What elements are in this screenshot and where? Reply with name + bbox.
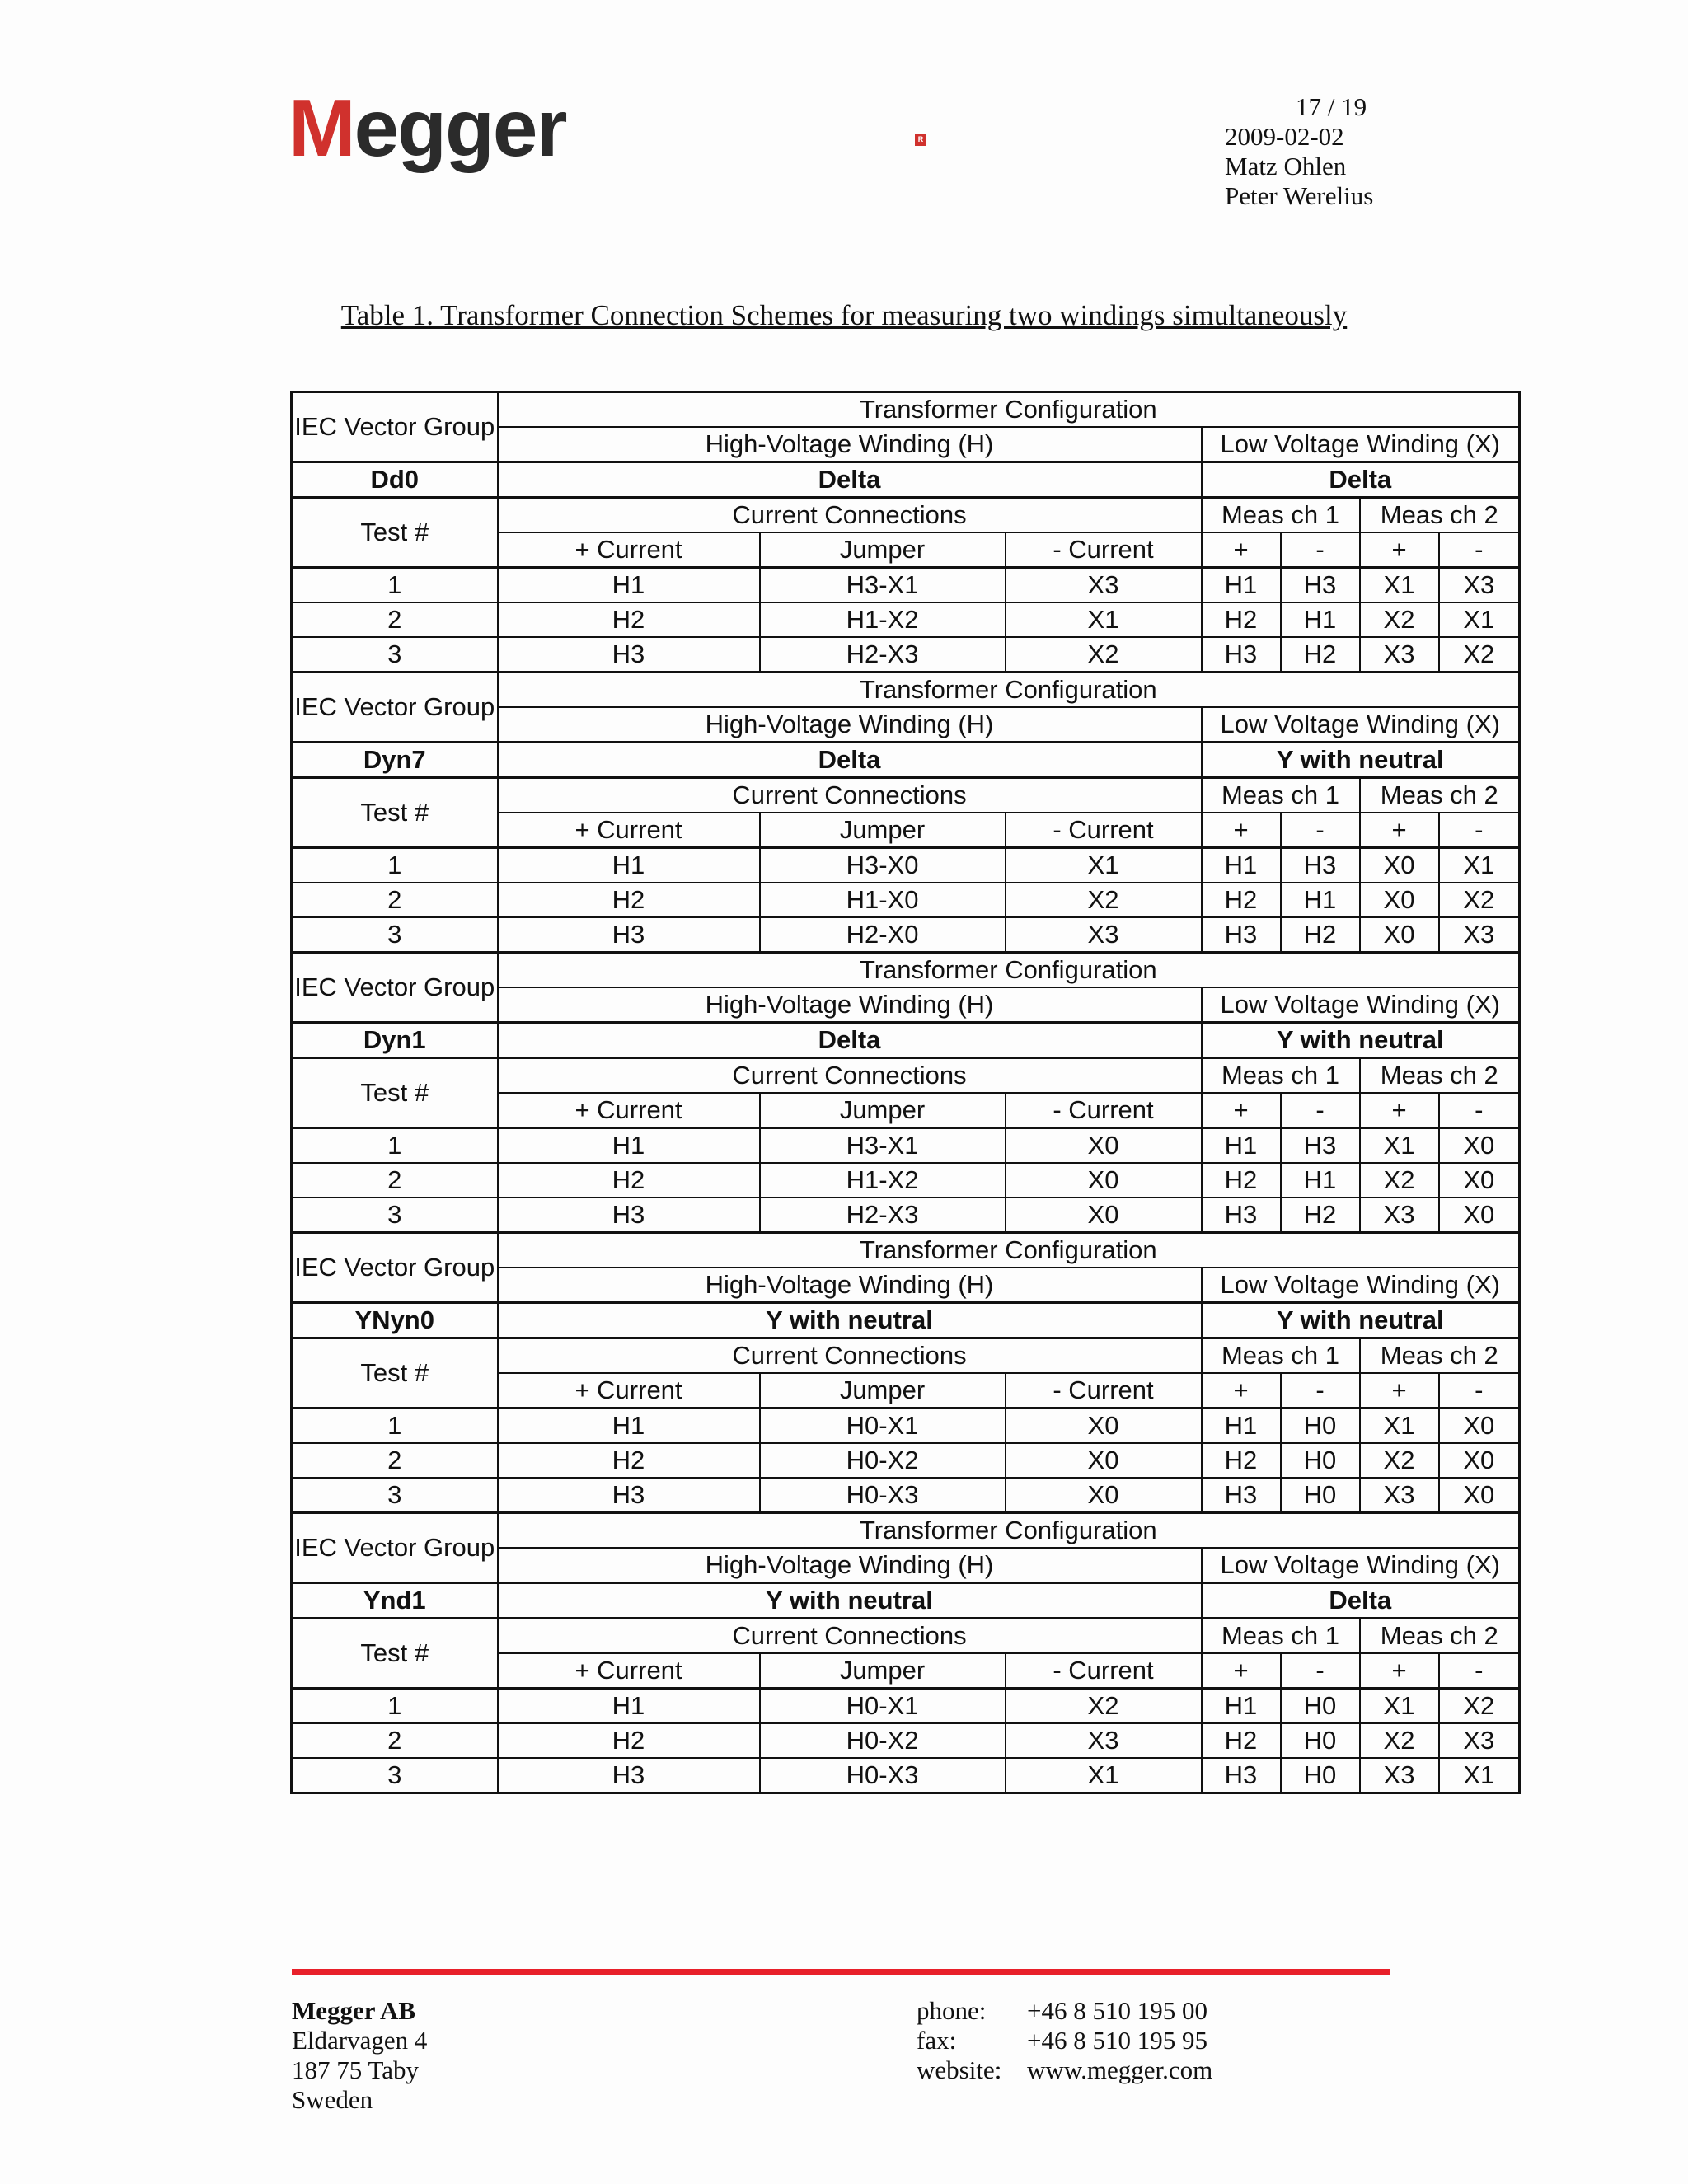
- meas-ch2-minus-cell: X1: [1439, 848, 1520, 883]
- minus-current-cell: X2: [1006, 637, 1202, 673]
- jumper-cell: H0-X3: [760, 1478, 1006, 1513]
- lv-winding-label: Low Voltage Winding (X): [1202, 707, 1520, 743]
- table-row: [292, 1197, 1520, 1233]
- jumper-cell: H1-X0: [760, 883, 1006, 917]
- meas-ch2-minus-cell: X0: [1439, 1128, 1520, 1164]
- transformer-configuration-label: Transformer Configuration: [498, 953, 1520, 988]
- jumper-cell: H1-X2: [760, 1163, 1006, 1197]
- group-header-row: [292, 392, 1520, 428]
- plus-current-header: + Current: [498, 1093, 760, 1128]
- meas-ch1-minus-cell: H0: [1281, 1723, 1360, 1758]
- meas-ch2-minus-header: -: [1439, 532, 1520, 568]
- meas-ch2-plus-cell: X2: [1360, 1443, 1439, 1478]
- meas-ch2-minus-header: -: [1439, 813, 1520, 848]
- plus-current-cell: H3: [498, 637, 760, 673]
- meas-ch2-minus-cell: X3: [1439, 1723, 1520, 1758]
- test-number-cell: 3: [292, 1197, 498, 1233]
- meas-ch1-header: Meas ch 1: [1202, 1058, 1360, 1094]
- meas-ch1-plus-header: +: [1202, 1373, 1281, 1408]
- test-number-cell: 3: [292, 637, 498, 673]
- meas-ch1-header: Meas ch 1: [1202, 1619, 1360, 1654]
- lv-connection-value: Delta: [1202, 1583, 1520, 1619]
- current-connections-header: Current Connections: [498, 1338, 1202, 1374]
- meas-ch1-header: Meas ch 1: [1202, 778, 1360, 813]
- group-header-row: [292, 953, 1520, 988]
- address-street: Eldarvagen 4: [292, 2026, 428, 2055]
- meas-ch1-plus-cell: H1: [1202, 1689, 1281, 1724]
- jumper-cell: H1-X2: [760, 602, 1006, 637]
- table-row: [292, 1163, 1520, 1197]
- footer-address: [292, 1996, 427, 2115]
- test-number-cell: 1: [292, 848, 498, 883]
- meas-ch2-header: Meas ch 2: [1360, 1338, 1520, 1374]
- plus-current-cell: H3: [498, 1758, 760, 1793]
- plus-current-cell: H2: [498, 602, 760, 637]
- minus-current-header: - Current: [1006, 1373, 1202, 1408]
- meas-ch2-plus-cell: X0: [1360, 883, 1439, 917]
- iec-vector-group-label: IEC Vector Group: [292, 953, 498, 1023]
- meas-ch2-minus-cell: X0: [1439, 1478, 1520, 1513]
- table-row: [292, 883, 1520, 917]
- meas-ch1-plus-cell: H1: [1202, 1128, 1281, 1164]
- test-number-cell: 3: [292, 917, 498, 953]
- plus-current-cell: H2: [498, 1163, 760, 1197]
- hv-connection-value: Y with neutral: [498, 1303, 1202, 1338]
- jumper-cell: H0-X3: [760, 1758, 1006, 1793]
- meas-ch2-plus-header: +: [1360, 813, 1439, 848]
- hv-connection-value: Y with neutral: [498, 1583, 1202, 1619]
- table-row: [292, 637, 1520, 673]
- table-row: [292, 1689, 1520, 1724]
- plus-current-cell: H3: [498, 1197, 760, 1233]
- transformer-configuration-label: Transformer Configuration: [498, 392, 1520, 428]
- plus-current-cell: H1: [498, 568, 760, 603]
- test-number-cell: 1: [292, 1128, 498, 1164]
- meas-ch1-minus-cell: H3: [1281, 1128, 1360, 1164]
- iec-vector-group-label: IEC Vector Group: [292, 392, 498, 462]
- meas-ch1-plus-header: +: [1202, 1653, 1281, 1689]
- page-number: 17 / 19: [1296, 92, 1367, 121]
- meas-ch2-plus-cell: X1: [1360, 568, 1439, 603]
- hv-winding-label: High-Voltage Winding (H): [498, 1548, 1202, 1583]
- minus-current-cell: X1: [1006, 848, 1202, 883]
- meas-ch1-plus-cell: H2: [1202, 1723, 1281, 1758]
- meas-ch1-header: Meas ch 1: [1202, 498, 1360, 533]
- table-row: [292, 1443, 1520, 1478]
- meas-ch1-plus-cell: H2: [1202, 602, 1281, 637]
- vector-group-value: Dd0: [292, 462, 498, 498]
- meas-ch1-minus-cell: H0: [1281, 1758, 1360, 1793]
- meas-ch1-plus-cell: H1: [1202, 568, 1281, 603]
- iec-vector-group-label: IEC Vector Group: [292, 673, 498, 743]
- meas-ch1-minus-cell: H3: [1281, 568, 1360, 603]
- meas-ch2-minus-header: -: [1439, 1373, 1520, 1408]
- current-connections-header: Current Connections: [498, 498, 1202, 533]
- meas-ch1-minus-cell: H0: [1281, 1408, 1360, 1444]
- test-number-cell: 2: [292, 602, 498, 637]
- plus-current-cell: H2: [498, 1723, 760, 1758]
- plus-current-header: + Current: [498, 532, 760, 568]
- meas-ch1-plus-cell: H3: [1202, 917, 1281, 953]
- vector-group-value: YNyn0: [292, 1303, 498, 1338]
- table-title: Table 1. Transformer Connection Schemes for measuring two windings simultaneously: [340, 299, 1348, 331]
- footer-contact: [917, 1996, 1212, 2085]
- jumper-cell: H3-X0: [760, 848, 1006, 883]
- jumper-cell: H3-X1: [760, 1128, 1006, 1164]
- fax-label: fax:: [917, 2026, 957, 2055]
- minus-current-cell: X3: [1006, 1723, 1202, 1758]
- lv-connection-value: Y with neutral: [1202, 1023, 1520, 1058]
- meas-ch1-minus-header: -: [1281, 1373, 1360, 1408]
- meas-ch1-plus-cell: H1: [1202, 848, 1281, 883]
- transformer-configuration-label: Transformer Configuration: [498, 673, 1520, 708]
- iec-vector-group-label: IEC Vector Group: [292, 1513, 498, 1583]
- hv-connection-value: Delta: [498, 462, 1202, 498]
- lv-winding-label: Low Voltage Winding (X): [1202, 1268, 1520, 1303]
- jumper-header: Jumper: [760, 1093, 1006, 1128]
- table-row: [292, 1723, 1520, 1758]
- document-meta: [1225, 92, 1373, 211]
- minus-current-cell: X0: [1006, 1197, 1202, 1233]
- fax-row: [917, 2026, 1212, 2055]
- meas-ch2-plus-cell: X1: [1360, 1689, 1439, 1724]
- test-number-cell: 1: [292, 568, 498, 603]
- meas-ch2-plus-header: +: [1360, 532, 1439, 568]
- jumper-cell: H3-X1: [760, 568, 1006, 603]
- meas-ch1-minus-cell: H2: [1281, 637, 1360, 673]
- test-number-header: Test #: [292, 498, 498, 568]
- meas-ch2-plus-cell: X1: [1360, 1128, 1439, 1164]
- meas-ch2-header: Meas ch 2: [1360, 498, 1520, 533]
- jumper-cell: H0-X2: [760, 1443, 1006, 1478]
- lv-winding-label: Low Voltage Winding (X): [1202, 987, 1520, 1023]
- meas-ch2-minus-cell: X0: [1439, 1163, 1520, 1197]
- lv-connection-value: Y with neutral: [1202, 1303, 1520, 1338]
- fax-value: +46 8 510 195 95: [1027, 2026, 1207, 2055]
- author-2: Peter Werelius: [1225, 181, 1374, 210]
- plus-current-cell: H2: [498, 883, 760, 917]
- jumper-header: Jumper: [760, 532, 1006, 568]
- jumper-cell: H2-X3: [760, 1197, 1006, 1233]
- lv-winding-label: Low Voltage Winding (X): [1202, 427, 1520, 462]
- jumper-cell: H2-X3: [760, 637, 1006, 673]
- meas-ch1-minus-cell: H2: [1281, 917, 1360, 953]
- meas-ch2-plus-header: +: [1360, 1373, 1439, 1408]
- jumper-header: Jumper: [760, 813, 1006, 848]
- iec-vector-group-label: IEC Vector Group: [292, 1233, 498, 1303]
- meas-ch2-plus-cell: X3: [1360, 1197, 1439, 1233]
- phone-row: [917, 1996, 1212, 2026]
- meas-ch1-minus-header: -: [1281, 532, 1360, 568]
- meas-ch2-header: Meas ch 2: [1360, 778, 1520, 813]
- meas-ch2-plus-cell: X0: [1360, 917, 1439, 953]
- lv-connection-value: Delta: [1202, 462, 1520, 498]
- meas-ch2-header: Meas ch 2: [1360, 1619, 1520, 1654]
- connections-header-row: [292, 1058, 1520, 1094]
- meas-ch2-minus-header: -: [1439, 1653, 1520, 1689]
- minus-current-cell: X0: [1006, 1163, 1202, 1197]
- group-header-row: [292, 1513, 1520, 1549]
- document-date: 2009-02-02: [1225, 122, 1344, 151]
- meas-ch1-minus-cell: H1: [1281, 883, 1360, 917]
- plus-current-cell: H2: [498, 1443, 760, 1478]
- meas-ch2-plus-cell: X2: [1360, 1723, 1439, 1758]
- logo-letter-m: M: [288, 82, 354, 173]
- meas-ch1-minus-cell: H0: [1281, 1478, 1360, 1513]
- address-city: 187 75 Taby: [292, 2055, 419, 2084]
- group-header-row: [292, 1233, 1520, 1268]
- meas-ch2-minus-cell: X0: [1439, 1197, 1520, 1233]
- meas-ch1-plus-header: +: [1202, 1093, 1281, 1128]
- meas-ch2-minus-cell: X2: [1439, 1689, 1520, 1724]
- address-country: Sweden: [292, 2085, 373, 2114]
- minus-current-header: - Current: [1006, 1653, 1202, 1689]
- minus-current-cell: X1: [1006, 602, 1202, 637]
- company-name: Megger AB: [292, 1996, 416, 2025]
- website-row: [917, 2055, 1212, 2085]
- table-row: [292, 602, 1520, 637]
- minus-current-header: - Current: [1006, 813, 1202, 848]
- meas-ch2-minus-cell: X3: [1439, 917, 1520, 953]
- logo-letters: egger: [354, 82, 566, 173]
- meas-ch1-minus-cell: H2: [1281, 1197, 1360, 1233]
- hv-winding-label: High-Voltage Winding (H): [498, 707, 1202, 743]
- transformer-configuration-label: Transformer Configuration: [498, 1233, 1520, 1268]
- table-row: [292, 568, 1520, 603]
- minus-current-cell: X0: [1006, 1128, 1202, 1164]
- jumper-cell: H2-X0: [760, 917, 1006, 953]
- meas-ch2-plus-cell: X1: [1360, 1408, 1439, 1444]
- test-number-header: Test #: [292, 1619, 498, 1689]
- test-number-cell: 2: [292, 1723, 498, 1758]
- connection-schemes-table: [290, 391, 1521, 1794]
- meas-ch1-plus-header: +: [1202, 813, 1281, 848]
- meas-ch1-plus-cell: H3: [1202, 637, 1281, 673]
- connections-header-row: [292, 1338, 1520, 1374]
- jumper-header: Jumper: [760, 1373, 1006, 1408]
- test-number-cell: 3: [292, 1478, 498, 1513]
- meas-ch2-plus-cell: X2: [1360, 602, 1439, 637]
- minus-current-cell: X3: [1006, 917, 1202, 953]
- website-label: website:: [917, 2055, 1002, 2084]
- phone-value: +46 8 510 195 00: [1027, 1996, 1207, 2025]
- table-row: [292, 1758, 1520, 1793]
- plus-current-header: + Current: [498, 1373, 760, 1408]
- group-header-row: [292, 673, 1520, 708]
- test-number-header: Test #: [292, 1058, 498, 1128]
- meas-ch1-minus-header: -: [1281, 813, 1360, 848]
- vector-group-value: Dyn7: [292, 743, 498, 778]
- meas-ch1-minus-header: -: [1281, 1653, 1360, 1689]
- meas-ch2-minus-cell: X0: [1439, 1408, 1520, 1444]
- meas-ch1-plus-cell: H2: [1202, 883, 1281, 917]
- vector-group-row: [292, 1023, 1520, 1058]
- test-number-cell: 3: [292, 1758, 498, 1793]
- minus-current-cell: X0: [1006, 1408, 1202, 1444]
- plus-current-cell: H1: [498, 1128, 760, 1164]
- hv-winding-label: High-Voltage Winding (H): [498, 987, 1202, 1023]
- connections-header-row: [292, 1619, 1520, 1654]
- connections-header-row: [292, 778, 1520, 813]
- minus-current-cell: X2: [1006, 883, 1202, 917]
- vector-group-value: Dyn1: [292, 1023, 498, 1058]
- vector-group-row: [292, 462, 1520, 498]
- plus-current-header: + Current: [498, 813, 760, 848]
- table-row: [292, 1408, 1520, 1444]
- test-number-cell: 2: [292, 1163, 498, 1197]
- table-row: [292, 1478, 1520, 1513]
- test-number-cell: 2: [292, 883, 498, 917]
- plus-current-cell: H3: [498, 917, 760, 953]
- meas-ch2-minus-cell: X0: [1439, 1443, 1520, 1478]
- hv-connection-value: Delta: [498, 1023, 1202, 1058]
- meas-ch1-plus-cell: H2: [1202, 1163, 1281, 1197]
- vector-group-row: [292, 1303, 1520, 1338]
- test-number-cell: 1: [292, 1689, 498, 1724]
- meas-ch1-minus-cell: H0: [1281, 1689, 1360, 1724]
- meas-ch2-plus-cell: X3: [1360, 637, 1439, 673]
- meas-ch1-plus-cell: H3: [1202, 1478, 1281, 1513]
- meas-ch2-plus-cell: X0: [1360, 848, 1439, 883]
- jumper-cell: H0-X1: [760, 1689, 1006, 1724]
- registered-mark-glyph: R: [917, 135, 924, 143]
- jumper-cell: H0-X2: [760, 1723, 1006, 1758]
- meas-ch1-plus-cell: H2: [1202, 1443, 1281, 1478]
- meas-ch1-plus-cell: H3: [1202, 1758, 1281, 1793]
- connections-header-row: [292, 498, 1520, 533]
- meas-ch2-minus-cell: X2: [1439, 637, 1520, 673]
- current-connections-header: Current Connections: [498, 1058, 1202, 1094]
- plus-current-header: + Current: [498, 1653, 760, 1689]
- hv-winding-label: High-Voltage Winding (H): [498, 427, 1202, 462]
- vector-group-row: [292, 743, 1520, 778]
- lv-winding-label: Low Voltage Winding (X): [1202, 1548, 1520, 1583]
- test-number-cell: 2: [292, 1443, 498, 1478]
- table-row: [292, 1128, 1520, 1164]
- minus-current-cell: X2: [1006, 1689, 1202, 1724]
- meas-ch2-plus-cell: X2: [1360, 1163, 1439, 1197]
- meas-ch2-plus-header: +: [1360, 1093, 1439, 1128]
- meas-ch2-plus-cell: X3: [1360, 1478, 1439, 1513]
- meas-ch2-minus-cell: X1: [1439, 602, 1520, 637]
- plus-current-cell: H3: [498, 1478, 760, 1513]
- current-connections-header: Current Connections: [498, 1619, 1202, 1654]
- meas-ch1-plus-cell: H1: [1202, 1408, 1281, 1444]
- meas-ch1-header: Meas ch 1: [1202, 1338, 1360, 1374]
- plus-current-cell: H1: [498, 848, 760, 883]
- test-number-header: Test #: [292, 778, 498, 848]
- author-1: Matz Ohlen: [1225, 152, 1347, 180]
- current-connections-header: Current Connections: [498, 778, 1202, 813]
- meas-ch2-minus-cell: X1: [1439, 1758, 1520, 1793]
- table-row: [292, 917, 1520, 953]
- jumper-cell: H0-X1: [760, 1408, 1006, 1444]
- minus-current-cell: X0: [1006, 1443, 1202, 1478]
- plus-current-cell: H1: [498, 1408, 760, 1444]
- footer-rule: [292, 1969, 1390, 1975]
- minus-current-header: - Current: [1006, 1093, 1202, 1128]
- meas-ch2-header: Meas ch 2: [1360, 1058, 1520, 1094]
- hv-winding-label: High-Voltage Winding (H): [498, 1268, 1202, 1303]
- meas-ch1-minus-cell: H1: [1281, 602, 1360, 637]
- transformer-configuration-label: Transformer Configuration: [498, 1513, 1520, 1549]
- jumper-header: Jumper: [760, 1653, 1006, 1689]
- minus-current-cell: X1: [1006, 1758, 1202, 1793]
- meas-ch1-minus-cell: H3: [1281, 848, 1360, 883]
- minus-current-cell: X3: [1006, 568, 1202, 603]
- phone-label: phone:: [917, 1996, 987, 2025]
- table-row: [292, 848, 1520, 883]
- test-number-header: Test #: [292, 1338, 498, 1408]
- lv-connection-value: Y with neutral: [1202, 743, 1520, 778]
- minus-current-header: - Current: [1006, 532, 1202, 568]
- meas-ch1-plus-cell: H3: [1202, 1197, 1281, 1233]
- meas-ch1-minus-header: -: [1281, 1093, 1360, 1128]
- meas-ch2-minus-cell: X3: [1439, 568, 1520, 603]
- meas-ch2-plus-cell: X3: [1360, 1758, 1439, 1793]
- meas-ch2-plus-header: +: [1360, 1653, 1439, 1689]
- meas-ch2-minus-cell: X2: [1439, 883, 1520, 917]
- vector-group-row: [292, 1583, 1520, 1619]
- meas-ch1-plus-header: +: [1202, 532, 1281, 568]
- hv-connection-value: Delta: [498, 743, 1202, 778]
- plus-current-cell: H1: [498, 1689, 760, 1724]
- meas-ch1-minus-cell: H0: [1281, 1443, 1360, 1478]
- vector-group-value: Ynd1: [292, 1583, 498, 1619]
- test-number-cell: 1: [292, 1408, 498, 1444]
- meas-ch1-minus-cell: H1: [1281, 1163, 1360, 1197]
- meas-ch2-minus-header: -: [1439, 1093, 1520, 1128]
- minus-current-cell: X0: [1006, 1478, 1202, 1513]
- website-link[interactable]: www.megger.com: [1027, 2055, 1213, 2084]
- megger-logo: [288, 82, 924, 173]
